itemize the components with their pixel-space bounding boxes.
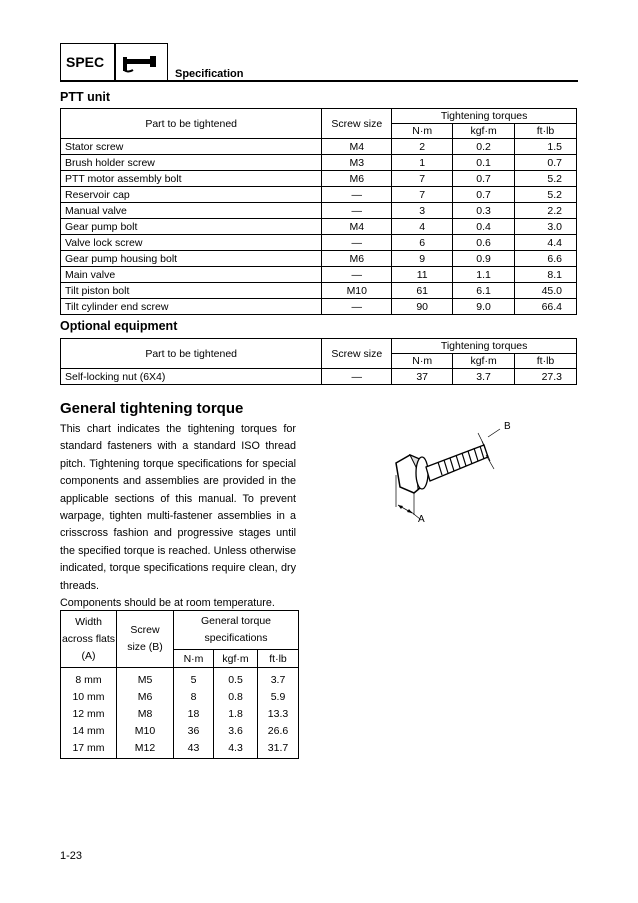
col-torques-header: Tightening torques: [392, 339, 577, 354]
kgfm-cell: 0.5: [214, 668, 258, 689]
kgfm-cell: 4.3: [214, 739, 258, 759]
ftlb-cell: 13.3: [258, 705, 299, 722]
ftlb-cell: 66.4: [515, 299, 577, 315]
screw-size-cell: M5: [117, 668, 174, 689]
ftlb-cell: 2.2: [515, 203, 577, 219]
screw-size-cell: M6: [117, 688, 174, 705]
nm-cell: 61: [392, 283, 453, 299]
width-cell: 17 mm: [61, 739, 117, 759]
general-torque-heading: General tightening torque: [60, 400, 244, 417]
nm-cell: 1: [392, 155, 453, 171]
kgfm-cell: 3.7: [453, 369, 515, 385]
ftlb-cell: 3.0: [515, 219, 577, 235]
table-row: [61, 283, 577, 299]
screw-size-cell: M4: [322, 219, 392, 235]
part-cell: Gear pump bolt: [61, 219, 322, 235]
col-screw-header: Screw size: [322, 109, 392, 139]
spec-label: SPEC: [66, 54, 105, 70]
unit-kgfm: kgf·m: [453, 124, 515, 139]
nm-cell: 2: [392, 139, 453, 155]
nm-cell: 11: [392, 267, 453, 283]
col-torques-header: Tightening torques: [392, 109, 577, 124]
table-row: [61, 369, 577, 385]
screw-size-cell: M4: [322, 139, 392, 155]
bolt-icon: [380, 415, 530, 530]
unit-ftlb: ft·lb: [515, 354, 577, 369]
col-general-spec-header: General torque specifications: [174, 611, 299, 650]
general-torque-table: [60, 610, 299, 759]
width-cell: 12 mm: [61, 705, 117, 722]
kgfm-cell: 6.1: [453, 283, 515, 299]
unit-nm: N·m: [392, 124, 453, 139]
screw-size-cell: M8: [117, 705, 174, 722]
col-width-header: Width across flats (A): [61, 611, 117, 668]
part-cell: Tilt cylinder end screw: [61, 299, 322, 315]
nm-cell: 7: [392, 171, 453, 187]
table-row: [61, 235, 577, 251]
label-a: A: [418, 514, 425, 525]
table-row: [61, 139, 577, 155]
width-cell: 10 mm: [61, 688, 117, 705]
ftlb-cell: 5.2: [515, 187, 577, 203]
screw-size-cell: —: [322, 203, 392, 219]
table-row: [61, 705, 299, 722]
part-cell: Stator screw: [61, 139, 322, 155]
screw-size-cell: M10: [117, 722, 174, 739]
general-torque-text: This chart indicates the tightening torques for standard fasteners with a standard ISO thread pitch. Tightening torque specifications for special components and assemblies are provided in the applicable sections of this manual. To prevent warpage, tighten multi-fastener assemblies in a crisscross fashion and progressive stages until the specified torque is reached. Unless otherwise indicated, torque specifications require clean, dry threads.: [60, 423, 296, 592]
part-cell: Main valve: [61, 267, 322, 283]
nm-cell: 7: [392, 187, 453, 203]
width-cell: 14 mm: [61, 722, 117, 739]
screw-size-cell: M3: [322, 155, 392, 171]
ftlb-cell: 3.7: [258, 668, 299, 689]
col-screw-size-header: Screw size (B): [117, 611, 174, 668]
general-torque-body: [60, 421, 296, 612]
unit-nm: N·m: [174, 650, 214, 668]
screw-size-cell: —: [322, 187, 392, 203]
table-row: [61, 668, 299, 689]
ftlb-cell: 6.6: [515, 251, 577, 267]
part-cell: Self-locking nut (6X4): [61, 369, 322, 385]
kgfm-cell: 1.1: [453, 267, 515, 283]
ftlb-cell: 26.6: [258, 722, 299, 739]
ftlb-cell: 45.0: [515, 283, 577, 299]
kgfm-cell: 0.4: [453, 219, 515, 235]
nm-cell: 8: [174, 688, 214, 705]
table-row: [61, 155, 577, 171]
part-cell: Gear pump housing bolt: [61, 251, 322, 267]
header-rule: [60, 80, 578, 82]
optional-torque-table: [60, 338, 577, 385]
part-cell: Reservoir cap: [61, 187, 322, 203]
ftlb-cell: 27.3: [515, 369, 577, 385]
nm-cell: 90: [392, 299, 453, 315]
screw-size-cell: M12: [117, 739, 174, 759]
screw-size-cell: —: [322, 369, 392, 385]
kgfm-cell: 3.6: [214, 722, 258, 739]
label-b: B: [504, 421, 511, 432]
unit-kgfm: kgf·m: [453, 354, 515, 369]
screw-size-cell: M6: [322, 251, 392, 267]
bolt-diagram: [380, 415, 530, 535]
part-cell: PTT motor assembly bolt: [61, 171, 322, 187]
torque-wrench-icon: [120, 53, 160, 78]
kgfm-cell: 1.8: [214, 705, 258, 722]
optional-heading: Optional equipment: [60, 319, 178, 333]
part-cell: Brush holder screw: [61, 155, 322, 171]
nm-cell: 6: [392, 235, 453, 251]
ftlb-cell: 8.1: [515, 267, 577, 283]
ftlb-cell: 0.7: [515, 155, 577, 171]
col-part-header: Part to be tightened: [61, 339, 322, 369]
nm-cell: 43: [174, 739, 214, 759]
kgfm-cell: 0.9: [453, 251, 515, 267]
table-row: [61, 722, 299, 739]
kgfm-cell: 0.7: [453, 171, 515, 187]
kgfm-cell: 0.7: [453, 187, 515, 203]
ftlb-cell: 1.5: [515, 139, 577, 155]
ptt-torque-table: [60, 108, 577, 315]
table-row: [61, 739, 299, 759]
table-row: [61, 187, 577, 203]
kgfm-cell: 0.8: [214, 688, 258, 705]
screw-size-cell: M6: [322, 171, 392, 187]
room-temperature-note: Components should be at room temperature.: [60, 597, 275, 610]
screw-size-cell: —: [322, 235, 392, 251]
ptt-heading: PTT unit: [60, 90, 110, 104]
width-cell: 8 mm: [61, 668, 117, 689]
kgfm-cell: 0.6: [453, 235, 515, 251]
kgfm-cell: 0.3: [453, 203, 515, 219]
col-part-header: Part to be tightened: [61, 109, 322, 139]
table-row: [61, 299, 577, 315]
part-cell: Manual valve: [61, 203, 322, 219]
ftlb-cell: 5.2: [515, 171, 577, 187]
kgfm-cell: 9.0: [453, 299, 515, 315]
unit-nm: N·m: [392, 354, 453, 369]
part-cell: Tilt piston bolt: [61, 283, 322, 299]
kgfm-cell: 0.1: [453, 155, 515, 171]
nm-cell: 4: [392, 219, 453, 235]
kgfm-cell: 0.2: [453, 139, 515, 155]
ftlb-cell: 4.4: [515, 235, 577, 251]
nm-cell: 9: [392, 251, 453, 267]
page-section-title: Specification: [175, 68, 244, 80]
table-row: [61, 267, 577, 283]
nm-cell: 5: [174, 668, 214, 689]
ftlb-cell: 31.7: [258, 739, 299, 759]
col-screw-header: Screw size: [322, 339, 392, 369]
part-cell: Valve lock screw: [61, 235, 322, 251]
nm-cell: 36: [174, 722, 214, 739]
nm-cell: 3: [392, 203, 453, 219]
page-number: 1-23: [60, 850, 83, 862]
ftlb-cell: 5.9: [258, 688, 299, 705]
header-divider: [114, 43, 116, 80]
table-row: [61, 171, 577, 187]
nm-cell: 18: [174, 705, 214, 722]
nm-cell: 37: [392, 369, 453, 385]
screw-size-cell: —: [322, 267, 392, 283]
table-row: [61, 251, 577, 267]
unit-ftlb: ft·lb: [258, 650, 299, 668]
screw-size-cell: M10: [322, 283, 392, 299]
screw-size-cell: —: [322, 299, 392, 315]
table-row: [61, 219, 577, 235]
unit-kgfm: kgf·m: [214, 650, 258, 668]
table-row: [61, 203, 577, 219]
table-row: [61, 688, 299, 705]
unit-ftlb: ft·lb: [515, 124, 577, 139]
